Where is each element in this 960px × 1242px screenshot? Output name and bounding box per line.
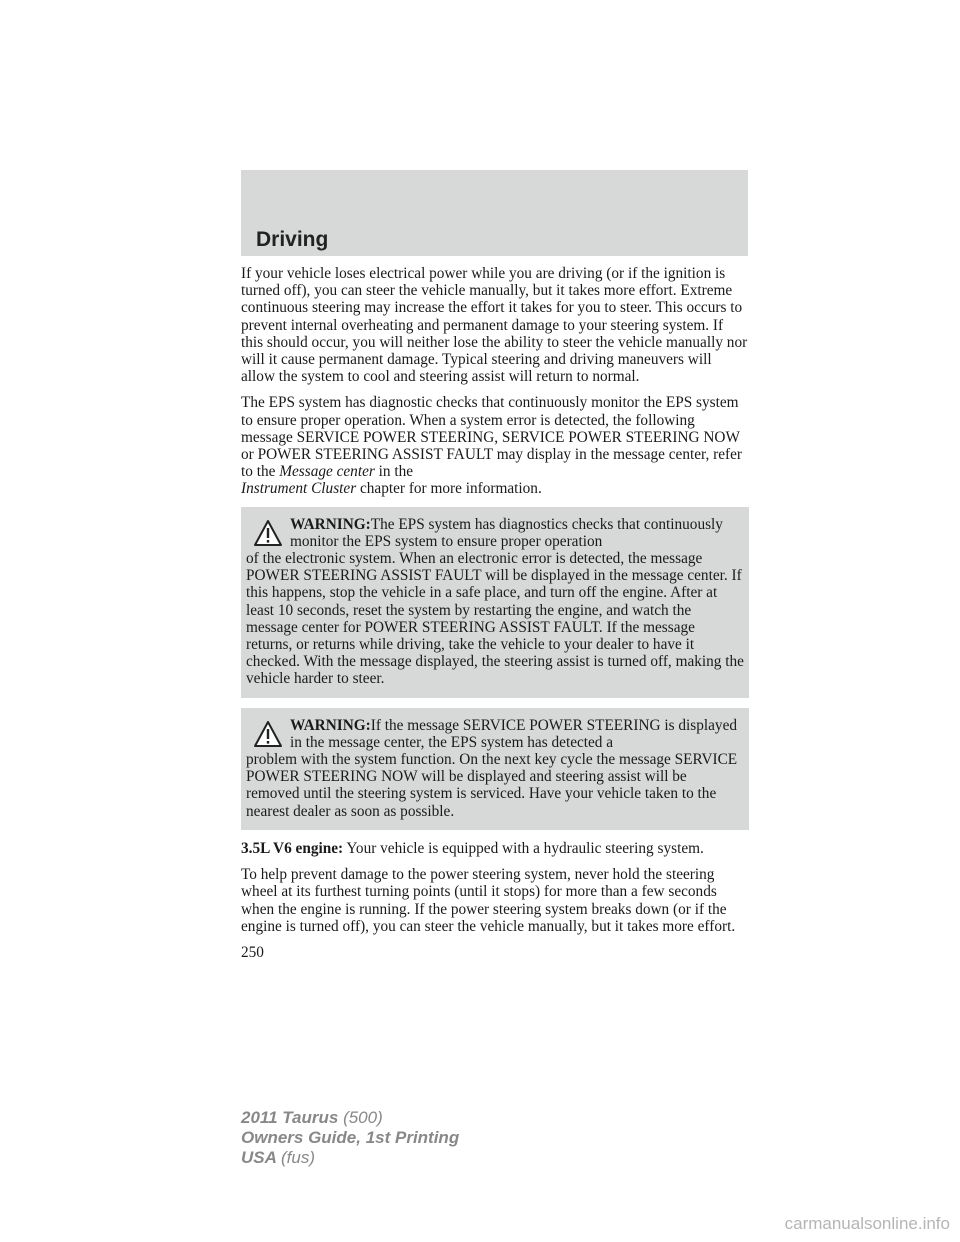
page-number: 250 <box>241 943 264 961</box>
warning-triangle-icon <box>253 519 283 547</box>
warning-lead-text: If the message SERVICE POWER STEERING is displayed in the message center, the EPS system has detected a <box>290 716 738 751</box>
warning-box <box>241 507 749 698</box>
warning-text: of the electronic system. When an electronic error is detected, the message POWER STEERING ASSIST FAULT will be displayed in the message center. If this happens, stop the vehicle in a safe place, and turn off the engine. After at least 10 seconds, reset the system by restarting the engine, and watch the message center for POWER STEERING ASSIST FAULT. If the message returns, or returns while driving, take the vehicle to your dealer to have it checked. With the message displayed, the steering assist is turned off, making the vehicle harder to steer. <box>246 550 744 688</box>
footer-model-code: (500) <box>343 1108 383 1127</box>
footer-model: 2011 Taurus <box>241 1108 339 1127</box>
paragraph-text: in the <box>378 463 414 481</box>
warning-label: WARNING: <box>290 515 371 533</box>
warning-triangle-icon <box>253 720 283 748</box>
paragraph-text: chapter for more information. <box>359 480 542 498</box>
section-title: Driving <box>256 228 329 251</box>
watermark: carmanualsonline.info <box>784 1214 950 1233</box>
instrument-cluster-reference: Instrument Cluster <box>241 480 357 498</box>
paragraph-eps-diagnostics <box>241 394 749 497</box>
warning-lead <box>246 516 744 550</box>
footer-line-market <box>241 1148 459 1168</box>
warning-lead-text: The EPS system has diagnostics checks that continuously monitor the EPS system to ensure proper operation <box>290 515 723 550</box>
page-content <box>241 265 749 970</box>
paragraph-v6-engine <box>241 840 749 857</box>
paragraph-steering-damage: To help prevent damage to the power steering system, never hold the steering wheel at its furthest turning points (until it stops) for more than a few seconds when the engine is running. If the power steering system breaks down (or if the engine is turned off), you can steer the vehicle manually, but it takes more effort. <box>241 866 736 935</box>
footer-market-code: (fus) <box>281 1148 315 1167</box>
print-footer <box>241 1108 459 1168</box>
footer-market: USA <box>241 1148 277 1167</box>
paragraph-power-loss: If your vehicle loses electrical power while you are driving (or if the ignition is turned off), you can steer the vehicle manually, but it takes more effort. Extreme continuous steering may increase the effort it takes for you to steer. This occurs to prevent internal overheating and permanent damage to your steering system. If this should occur, you will neither lose the ability to steer the vehicle manually nor will it cause permanent damage. Typical steering and driving maneuvers will allow the system to cool and steering assist will return to normal. <box>241 265 748 386</box>
section-header <box>241 170 748 256</box>
message-center-reference: Message center <box>279 463 375 481</box>
warning-text: problem with the system function. On the next key cycle the message SERVICE POWER STEERING NOW will be displayed and steering assist will be removed until the steering system is serviced. Have your vehicle taken to the nearest dealer as soon as possible. <box>246 751 738 820</box>
footer-line-guide: Owners Guide, 1st Printing <box>241 1128 460 1147</box>
paragraph-text: Your vehicle is equipped with a hydraulic steering system. <box>346 839 704 857</box>
warning-label: WARNING: <box>290 716 371 734</box>
warning-box <box>241 708 749 830</box>
footer-line-model <box>241 1108 459 1128</box>
warning-lead <box>246 717 744 751</box>
paragraph-text: The EPS system has diagnostic checks that continuously monitor the EPS system to ensure proper operation. When a system error is detected, the following message SERVICE POWER STEERING, SERVICE POWER STEERING NOW or POWER STEERING ASSIST FAULT may display in the message center, refer to the <box>241 394 743 481</box>
engine-label: 3.5L V6 engine: <box>241 839 344 857</box>
